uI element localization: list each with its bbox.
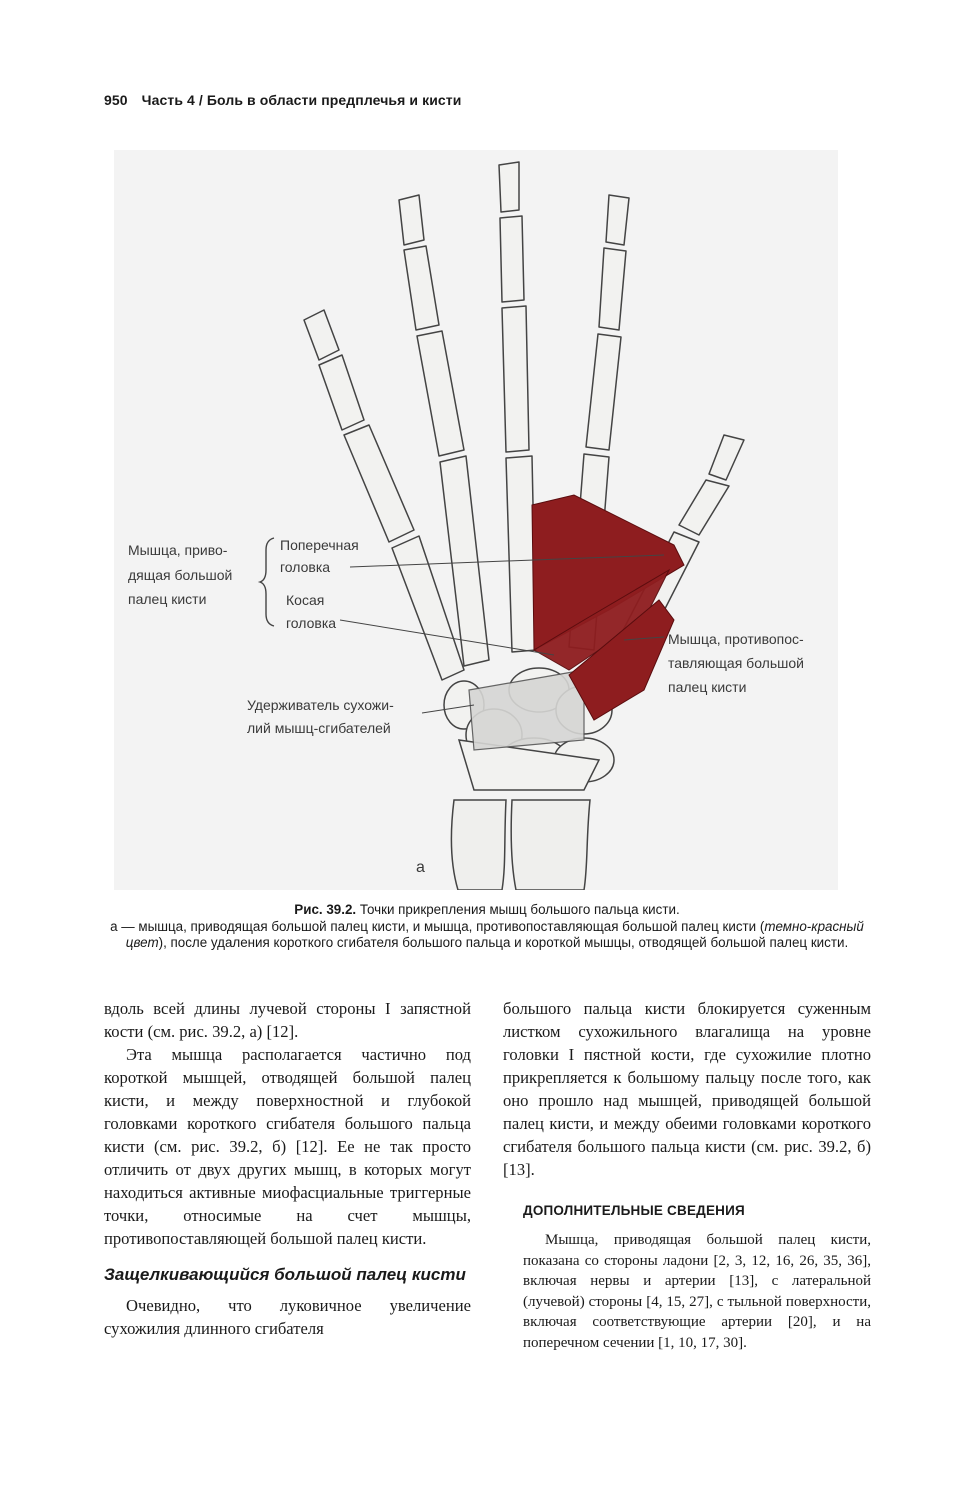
label-oblique-2: головка	[286, 615, 337, 631]
hand-illustration	[114, 150, 838, 890]
additional-info-block	[503, 1230, 871, 1353]
label-transverse-1: Поперечная	[280, 537, 359, 553]
label-oblique-1: Косая	[286, 592, 325, 608]
label-retinaculum-2: лий мышц-сгибателей	[247, 720, 391, 736]
header-title: Часть 4 / Боль в области предплечья и кисти	[141, 92, 462, 108]
right-paragraph-2: Мышца, приводящая большой палец кисти, показана со стороны ладони [2, 3, 12, 16, 26, 35, 36], включая нервы и артерии [13], с латеральной (лучевой) стороны [4, 15, 27], с тыльной поверхности, включая соответствующие артерии [20], и на поперечном сечении [1, 10, 17, 30].	[523, 1232, 871, 1351]
subheading-trigger-thumb: Защелкивающийся большой палец кисти	[104, 1265, 466, 1284]
hand-anatomy-figure	[114, 150, 838, 890]
label-opponens-3: палец кисти	[668, 679, 747, 695]
left-paragraph-2: Эта мышца располагается частично под короткой мышцей, отводящей большой палец кисти, и между поверхностной и глубокой головками короткого сгибателя большого пальца кисти (см. рис. 39.2, б) [12]. Ее не так просто отличить от двух других мышц, в которых могут находиться активные миофасциальные триггерные точки, относимые на счет мышцы, противопоставляющей большой палец кисти.	[104, 1045, 471, 1248]
caption-text-a: а — мышца, приводящая большой палец кисти, и мышца, противопоставляющая большой палец кисти (	[110, 918, 765, 934]
panel-letter: а	[416, 859, 425, 876]
label-adductor-1: Мышца, приво-	[128, 542, 228, 558]
label-opponens-1: Мышца, противопос-	[668, 631, 804, 647]
left-paragraph-1: вдоль всей длины лучевой стороны I запястной кости (см. рис. 39.2, а) [12].	[104, 999, 471, 1041]
left-paragraph-3: Очевидно, что луковичное увеличение сухожилия длинного сгибателя	[104, 1296, 471, 1338]
left-column	[104, 997, 471, 1340]
label-transverse-2: головка	[280, 559, 331, 575]
caption-text-b: ), после удаления короткого сгибателя большого пальца и короткой мышцы, отводящей большой палец кисти.	[158, 935, 849, 950]
label-retinaculum-1: Удерживатель сухожи-	[247, 697, 394, 713]
page-number: 950	[104, 92, 128, 108]
figure-caption	[104, 902, 870, 952]
running-header	[104, 92, 461, 108]
forearm-bones	[451, 800, 590, 890]
caption-prefix: Рис. 39.2.	[294, 902, 357, 917]
label-adductor-3: палец кисти	[128, 591, 207, 607]
right-column	[503, 997, 871, 1353]
caption-title: Точки прикрепления мышц большого пальца кисти.	[356, 902, 680, 917]
label-adductor-2: дящая большой	[128, 567, 233, 583]
caption-emphasis: темно-красный цвет	[125, 918, 864, 950]
section-heading-additional: ДОПОЛНИТЕЛЬНЫЕ СВЕДЕНИЯ	[523, 1203, 745, 1218]
label-opponens-2: тавляющая большой	[668, 655, 804, 671]
right-paragraph-1: большого пальца кисти блокируется суженным листком сухожильного влагалища на уровне головки I пястной кости, где сухожилие плотно прикрепляется к большому пальцу после того, как оно прошло над мышцей, приводящей большой палец кисти, и между обеими головками короткого сгибателя большого пальца кисти (см. рис. 39.2, б) [13].	[503, 999, 871, 1179]
